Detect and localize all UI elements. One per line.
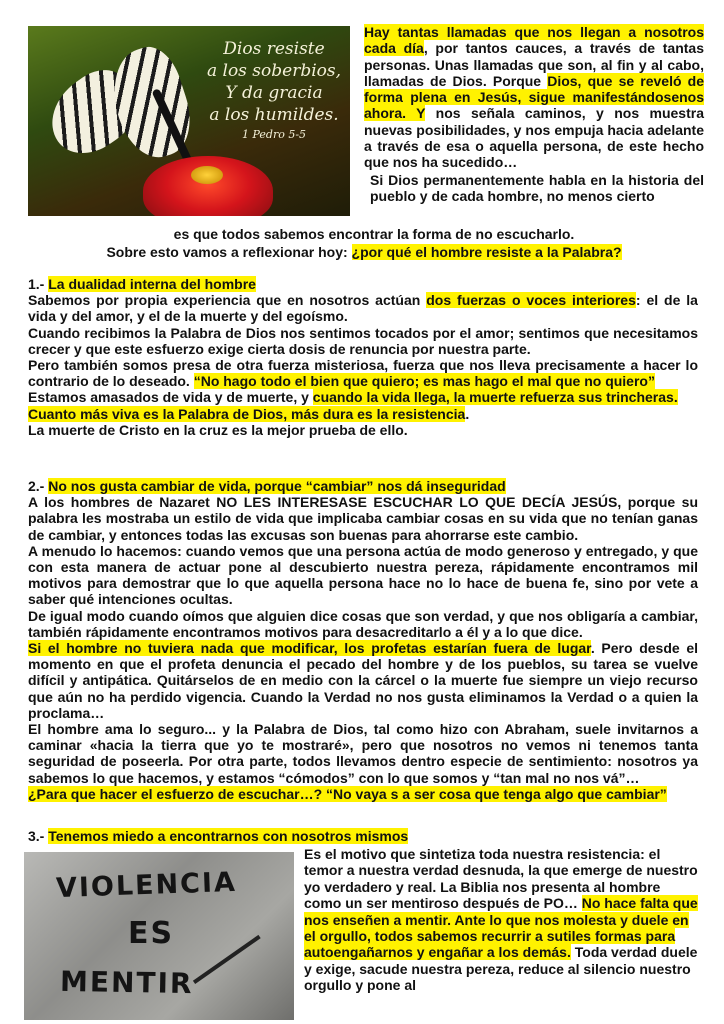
quote-line: Dios resiste [223,39,325,59]
text: nos señala caminos, y nos muestra nuevas posibilidades, y nos empuja hacia adelante a través de esa o aquella persona, de este hecho que nos ha sucedido… [364,105,704,171]
section-2-heading [28,478,698,494]
highlight: Hay tantas llamadas que nos llegan a nosotros cada día [364,24,704,57]
text: Sabemos por propia experiencia que en nosotros actúan [28,292,427,309]
paragraph: De igual modo cuando oímos que alguien dice cosas que son verdad, y que nos obligaría a cambiar, también rápidamente encontramos motivos para desacreditarlo a él y a lo que dice. [28,607,698,640]
text: Estamos amasados de vida y de muerte, y [28,389,313,406]
section-1 [28,276,698,438]
section-2 [28,478,698,802]
graffiti-wall-image [24,852,294,1020]
highlight: ¿Para que hacer el esfuerzo de escuchar…? “No vaya s a ser cosa que tenga algo que cambiar” [28,785,667,802]
text: Pero también somos presa de otra fuerza misteriosa, fuerza que nos lleva precisamente a hacer lo contrario de lo deseado. [28,357,698,390]
section-number: 2.- [28,478,49,494]
paragraph: A los hombres de Nazaret NO LES INTERESASE ESCUCHAR LO QUE DECÍA JESÚS, porque su palabra les mostraba un estilo de vida que implicaba cambiar cosas en su vida que no tenían ganas de cambiar, y entonces todas las excusas son buenas para ahorrarse este cambio. [28,494,698,543]
intro-continuation: Si Dios permanentemente habla en la historia del pueblo y de cada hombre, no menos cierto [370,171,704,204]
section-number: 3.- [28,828,49,844]
highlight: Cuanto más viva es la Palabra de Dios, más dura es la resistencia [28,405,466,422]
highlight: dos fuerzas o voces interiores [426,292,636,309]
paragraph [28,640,698,721]
paragraph: El hombre ama lo seguro... y la Palabra de Dios, tal como hizo con Abraham, suele invitarnos a caminar «hacia la tierra que yo te mostraré», pero que nosotros no vemos ni tenemos tanta seguridad de poseerla. Por otra parte, todos llevamos dentro especie de sentimiento: nosotros ya sabemos lo que hacemos, y estamos “cómodos” con lo que somos y “tan mal no nos vá”… [28,721,698,786]
highlight: ¿por qué el hombre resiste a la Palabra? [351,244,622,260]
text: Sobre esto vamos a reflexionar hoy: [106,244,352,260]
text: Es el motivo que sintetiza toda nuestra resistencia: el temor a nuestra verdad desnuda, la que emerge de nuestro yo verdadero y real. La Biblia nos presenta al hombre como un ser mentiroso después de PO… [304,846,698,912]
highlight: Dios, que se reveló de forma plena en Jesús, sigue manifestándosenos ahora. Y [364,72,704,122]
highlight: cuando la vida llega, la muerte refuerza sus trincheras. [312,389,678,406]
quote-citation: 1 Pedro 5-5 [242,128,307,141]
quote-line: Y da gracia [225,83,323,103]
section-title: Tenemos miedo a encontrarnos con nosotros mismos [48,828,409,844]
paragraph [28,292,698,324]
section-3-text [304,846,700,994]
graffiti-text: MENTIR [59,964,194,1001]
section-title: La dualidad interna del hombre [48,276,256,292]
paragraph: A menudo lo hacemos: cuando vemos que una persona actúa de modo generoso y entregado, y que con esta manera de actuar pone al descubierto nuestra pereza, rápidamente encontramos mil motivos para demostrar que lo que aquella persona hace no lo hace de buena fe, sino por vete a saber qué intenciones ocultas. [28,542,698,608]
highlight: Si el hombre no tuviera nada que modificar, los profetas estarían fuera de lugar [28,640,591,657]
text: Toda verdad duele y exige, sacude nuestra pereza, reduce al silencio nuestro orgullo y pone al [304,944,698,994]
flower-center-graphic [191,166,223,184]
section-number: 1.- [28,276,49,292]
highlight: “No hago todo el bien que quiero; es mas hago el mal que no quiero” [193,373,655,390]
text: , por tantos cauces, a través de tantas personas. Unas llamadas que son, al fin y al cabo, llamadas de Dios. Porque [364,40,705,89]
text: : el de la vida y del amor, y el de la muerte y del egoísmo. [28,292,698,325]
paragraph: Cuando recibimos la Palabra de Dios nos sentimos tocados por el amor; sentimos que necesitamos crecer y que este esfuerzo exige cierta dosis de renuncia por nuestra parte. [28,324,698,357]
graffiti-text: ES [128,916,175,951]
intro-line: es que todos sabemos encontrar la forma de no escucharlo. [173,226,575,242]
highlight: No hace falta que nos enseñen a mentir. Ante lo que nos molesta y duele en el orgullo, todos sabemos recurrir a sutiles formas para autoengañarnos y engañar a los demás. [304,895,698,961]
section-1-heading [28,276,698,292]
text: . [465,405,470,422]
graffiti-text: VIOLENCIA [55,866,238,905]
section-title: No nos gusta cambiar de vida, porque “cambiar” nos dá inseguridad [48,478,506,494]
intro-paragraph [364,24,704,204]
paragraph [28,357,698,389]
intro-question-line [28,244,700,260]
section-3-heading [28,828,698,844]
scribble-graphic [193,935,294,1020]
quote-line: a los soberbios, [206,61,342,81]
paragraph [28,406,698,422]
paragraph [28,786,698,802]
paragraph: La muerte de Cristo en la cruz es la mejor prueba de ello. [28,421,408,438]
paragraph [28,389,698,405]
red-flower-graphic [143,156,273,216]
quote-line: a los humildes. [209,105,339,125]
butterfly-quote-image [28,26,350,216]
text: . Pero desde el momento en que el profeta denuncia el pecado del hombre y de los pueblos, su tarea se vuelve difícil y antipática. Quitárselos de en medio con la cárcel o la muerte fue siempre un viejo recurso que aún no ha perdido vigencia. Cuando la Verdad no nos gusta eliminamos la Verdad o a quien la proclama… [28,640,699,721]
image-quote [200,38,348,126]
